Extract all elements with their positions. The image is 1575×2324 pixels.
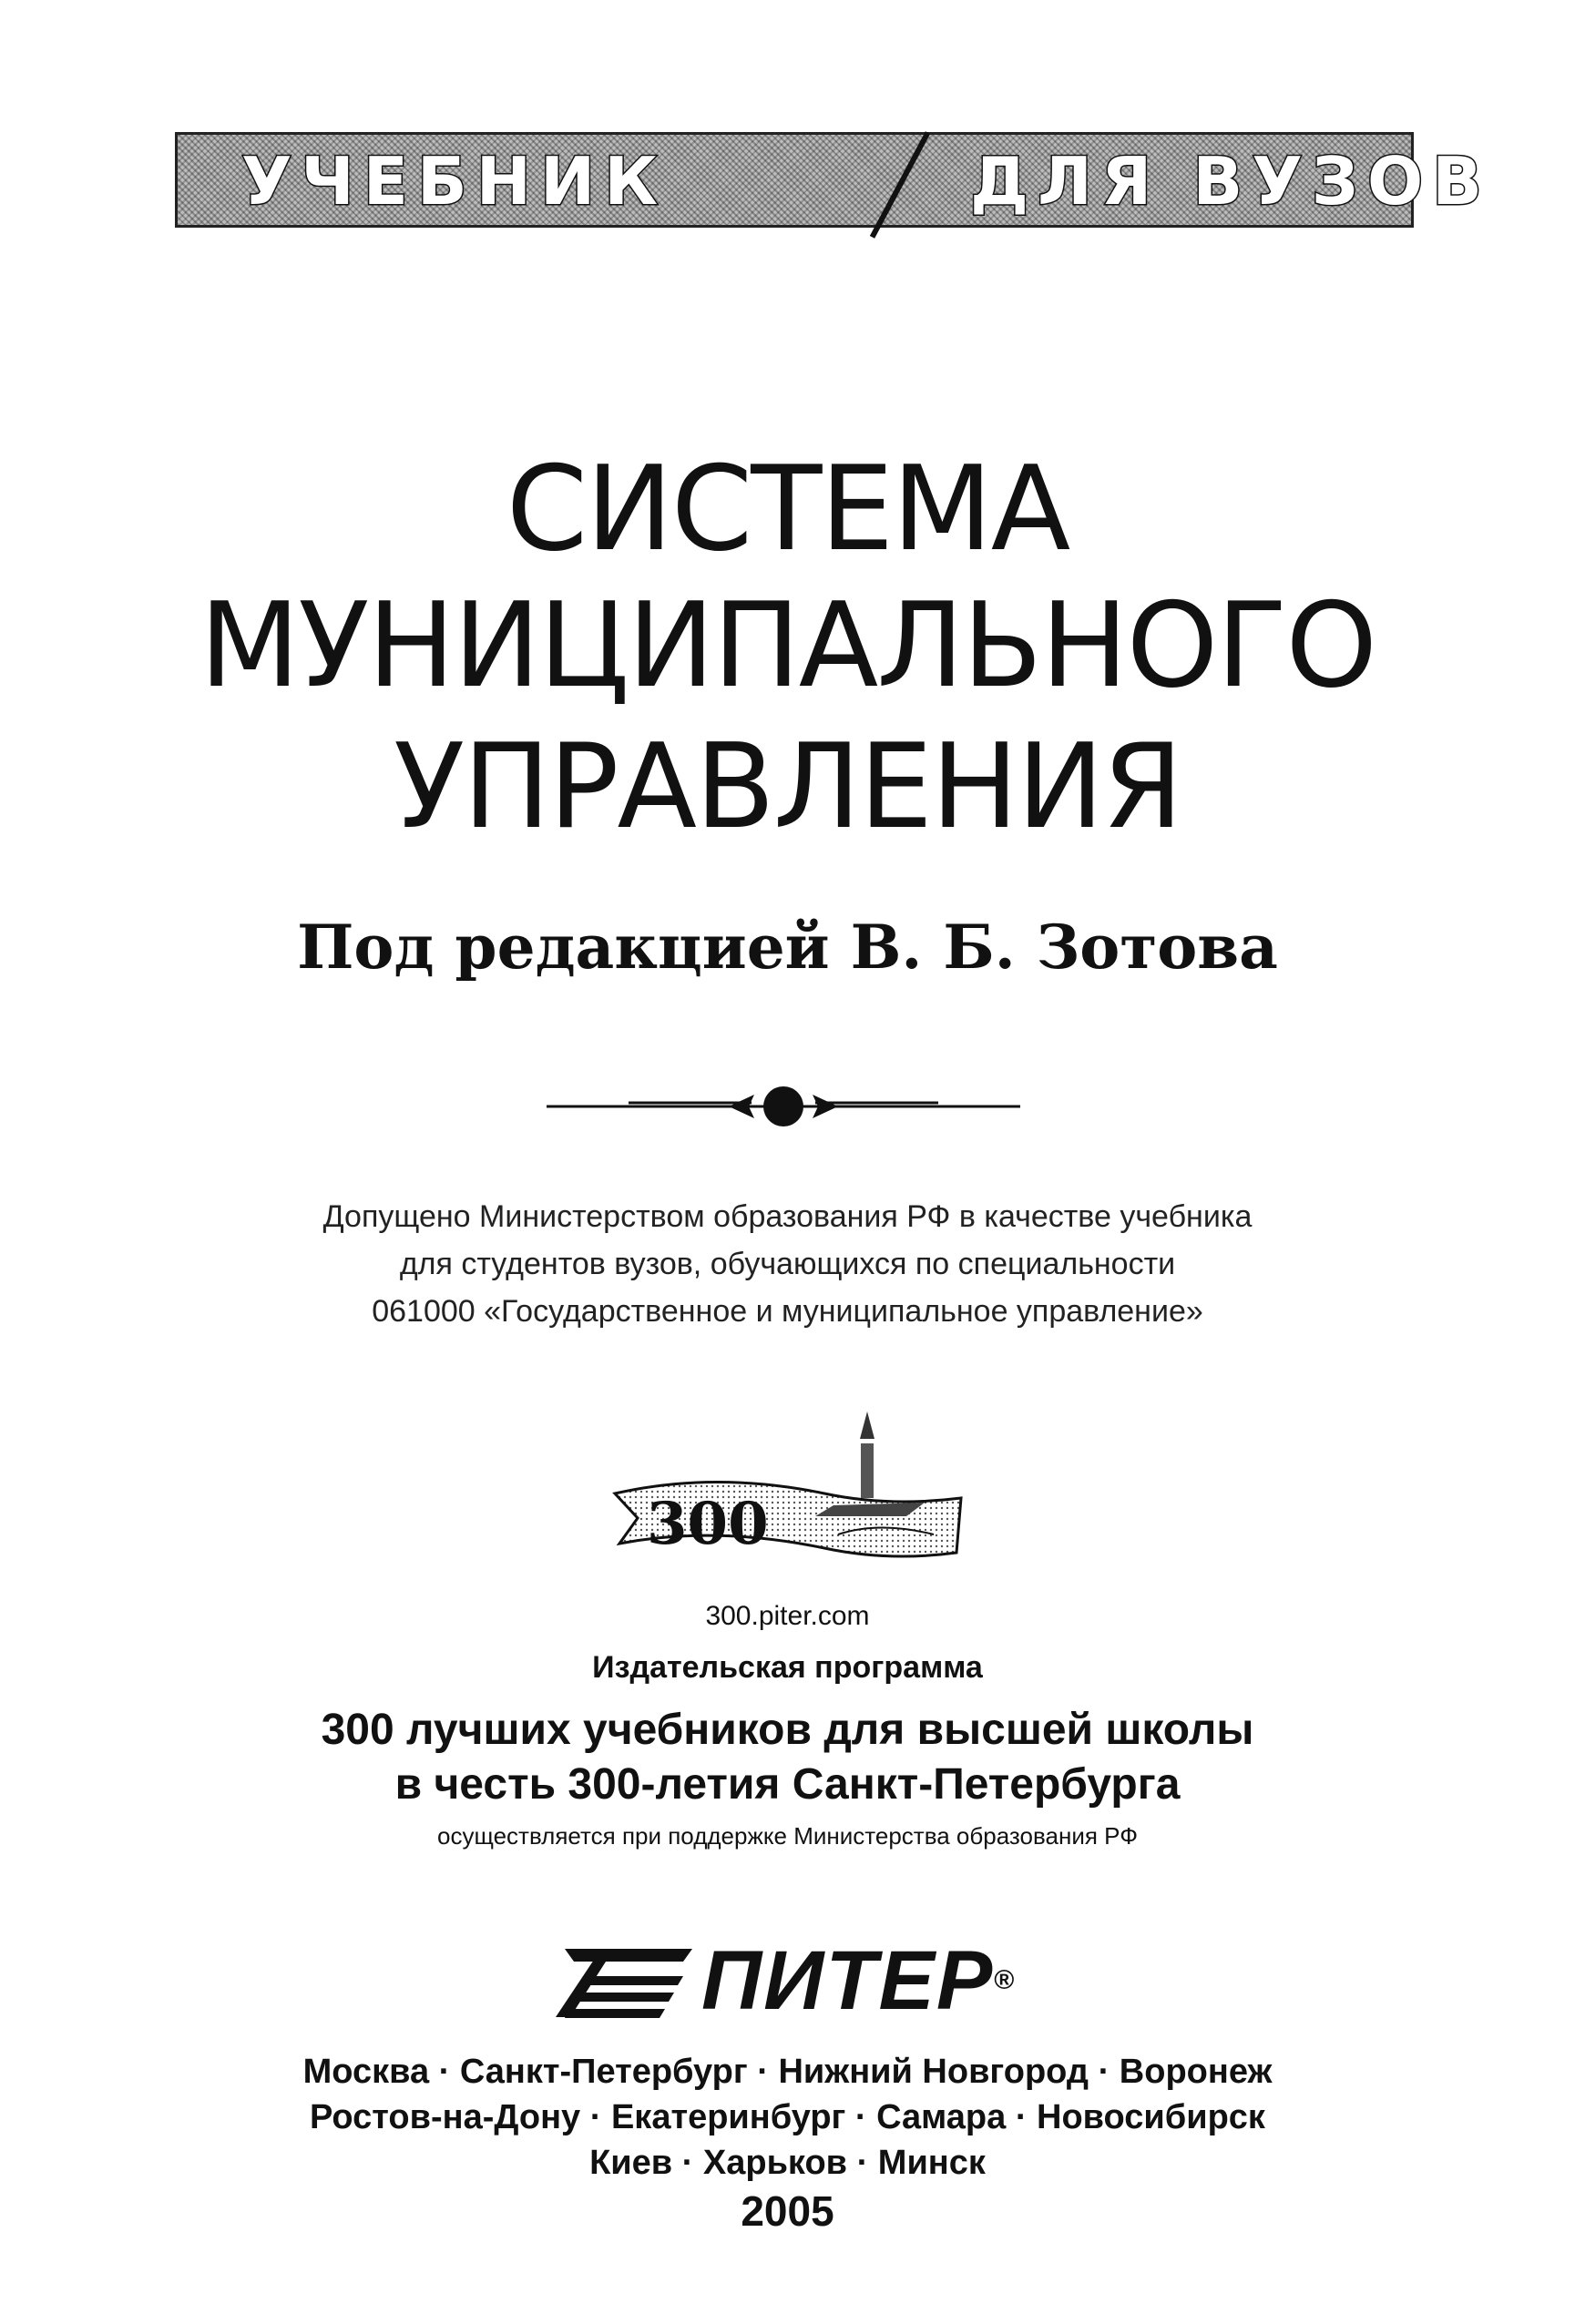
program-label: Издательская программа <box>592 1650 983 1685</box>
publication-year: 2005 <box>741 2187 834 2235</box>
series-label-left: УЧЕБНИК <box>241 143 668 219</box>
cities-line-2: Ростов-на-Дону · Екатеринбург · Самара · Новосибирск <box>310 2098 1265 2136</box>
book-title-line-2: МУНИЦИПАЛЬНОГО <box>199 578 1376 714</box>
program-title-line-1: 300 лучших учебников для высшей школы <box>321 1706 1254 1754</box>
publisher-name-text: ПИТЕР <box>701 1934 995 2027</box>
publisher-cities <box>0 2049 1575 2186</box>
series-banner <box>175 132 1492 228</box>
approval-line-2: для студентов вузов, обучающихся по специальности <box>399 1247 1176 1281</box>
publisher-name <box>701 1931 1016 2031</box>
book-title-line-1: СИСТЕМА <box>506 442 1069 577</box>
registered-mark: ® <box>994 1965 1017 1995</box>
program-300-emblem <box>606 1407 970 1598</box>
approval-line-3: 061000 «Государственное и муниципальное управление» <box>372 1294 1203 1329</box>
program-support-note: осуществляется при поддержке Министерства образования РФ <box>437 1822 1138 1850</box>
book-title-line-3: УПРАВЛЕНИЯ <box>394 719 1181 855</box>
program-title <box>0 1703 1575 1812</box>
cities-line-3: Киев · Харьков · Минск <box>589 2144 986 2182</box>
cities-line-1: Москва · Санкт-Петербург · Нижний Новгород · Воронеж <box>302 2053 1273 2091</box>
emblem-number: 300 <box>647 1490 769 1558</box>
approval-line-1: Допущено Министерством образования РФ в качестве учебника <box>322 1199 1253 1234</box>
publisher-logo <box>547 1931 1057 2031</box>
approval-note <box>0 1193 1575 1335</box>
ornament-divider <box>547 1075 1020 1138</box>
publisher-logo-mark <box>547 1931 701 2031</box>
program-website: 300.piter.com <box>705 1601 870 1631</box>
banner-divider <box>870 131 930 239</box>
editor-credit: Под редакцией В. Б. Зотова <box>297 912 1278 983</box>
program-title-line-2: в честь 300-летия Санкт-Петербурга <box>394 1760 1181 1809</box>
series-label-right: ДЛЯ ВУЗОВ <box>970 143 1492 219</box>
